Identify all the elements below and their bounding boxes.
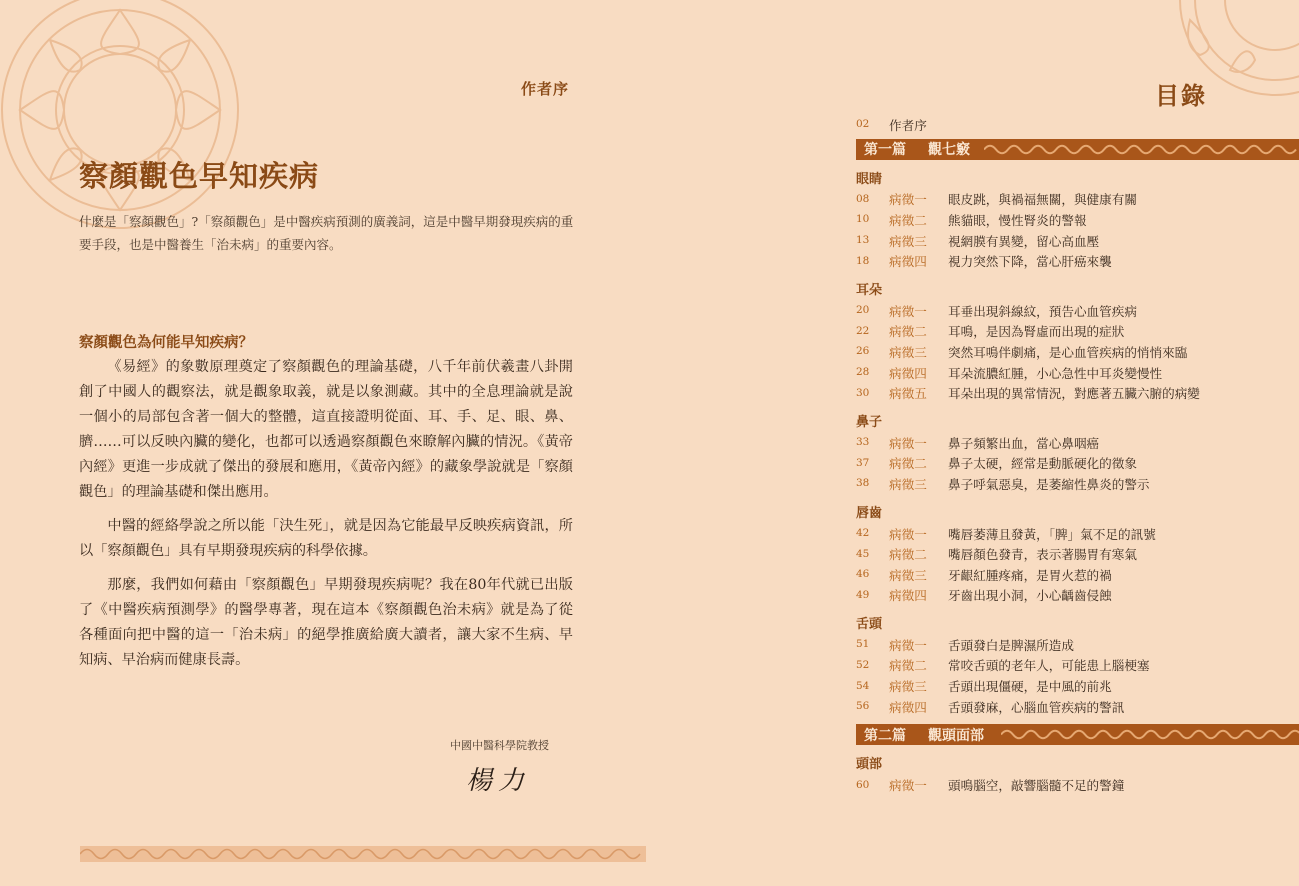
chapter-ornament — [1001, 726, 1299, 743]
page-number: 13 — [856, 234, 870, 247]
symptom-label: 病徵一 — [889, 303, 927, 319]
entry-title: 牙齦紅腫疼痛，是胃火惹的禍 — [948, 567, 1112, 583]
page-number: 60 — [856, 778, 870, 791]
entry-title: 耳朵流膿紅腫，小心急性中耳炎變慢性 — [948, 365, 1163, 381]
entry-title: 耳鳴，是因為腎虛而出現的症狀 — [948, 324, 1125, 340]
preface-page — [0, 0, 649, 886]
chapter-name: 觀七竅 — [928, 142, 970, 159]
entry-title: 視網膜有異變，留心高血壓 — [948, 233, 1100, 249]
toc-entry[interactable] — [856, 634, 1299, 655]
section-heading: 察顏觀色為何能早知疾病？ — [79, 334, 253, 351]
symptom-label: 病徵四 — [889, 699, 927, 715]
page-number: 42 — [856, 527, 870, 540]
entry-title: 突然耳鳴伴劇痛，是心血管疾病的悄悄來臨 — [948, 344, 1188, 360]
page-number: 02 — [856, 118, 870, 131]
page-number: 30 — [856, 386, 870, 399]
section-heading: 眼睛 — [856, 171, 883, 187]
table-of-contents — [856, 114, 1299, 795]
body-text — [79, 355, 573, 682]
page-number: 28 — [856, 366, 870, 379]
entry-title: 頭鳴腦空，敲響腦髓不足的警鐘 — [948, 778, 1125, 794]
page-number: 08 — [856, 192, 870, 205]
toc-entry[interactable] — [856, 432, 1299, 453]
page-number: 22 — [856, 324, 870, 337]
toc-entry[interactable] — [856, 675, 1299, 696]
page-number: 45 — [856, 547, 870, 560]
symptom-label: 病徵三 — [889, 679, 927, 695]
symptom-label: 病徵二 — [889, 658, 927, 674]
symptom-label: 病徵三 — [889, 233, 927, 249]
entry-title: 眼皮跳，與禍福無關，與健康有關 — [948, 192, 1137, 208]
page-number: 46 — [856, 568, 870, 581]
page-number: 54 — [856, 679, 870, 692]
paragraph: 中醫的經絡學說之所以能「決生死」，就是因為它能最早反映疾病資訊，所以「察顏觀色」具有早期發現疾病的科學依據。 — [79, 518, 573, 559]
entry-title: 鼻子呼氣惡臭，是萎縮性鼻炎的警示 — [948, 476, 1150, 492]
symptom-label: 病徵一 — [889, 526, 927, 542]
author-signature: 楊力 — [466, 766, 531, 796]
symptom-label: 病徵一 — [889, 637, 927, 653]
page-number: 52 — [856, 658, 870, 671]
symptom-label: 病徵四 — [889, 365, 927, 381]
ornamental-border — [80, 843, 646, 865]
toc-entry[interactable] — [856, 382, 1299, 403]
entry-title: 舌頭發麻，心腦血管疾病的警訊 — [948, 699, 1125, 715]
toc-entry[interactable] — [856, 230, 1299, 251]
entry-title: 視力突然下降，當心肝癌來襲 — [948, 254, 1112, 270]
toc-entry[interactable] — [856, 341, 1299, 362]
page-number: 10 — [856, 213, 870, 226]
symptom-label: 病徵一 — [889, 192, 927, 208]
symptom-label: 病徵二 — [889, 456, 927, 472]
symptom-label: 病徵三 — [889, 344, 927, 360]
entry-title: 舌頭發白是脾濕所造成 — [948, 637, 1074, 653]
toc-entry[interactable] — [856, 321, 1299, 342]
page-title: 察顏觀色早知疾病 — [79, 159, 320, 193]
page-number: 26 — [856, 345, 870, 358]
entry-title: 鼻子頻繁出血，當心鼻咽癌 — [948, 435, 1100, 451]
toc-page — [649, 0, 1299, 886]
chapter-heading[interactable] — [856, 139, 1299, 160]
page-number: 38 — [856, 477, 870, 490]
entry-title: 作者序 — [889, 117, 927, 133]
section-heading: 耳朵 — [856, 282, 883, 298]
symptom-label: 病徵三 — [889, 567, 927, 583]
page-number: 20 — [856, 304, 870, 317]
entry-title: 嘴唇顏色發青，表示著腸胃有寒氣 — [948, 547, 1137, 563]
entry-title: 熊貓眼，慢性腎炎的警報 — [948, 212, 1087, 228]
page-number: 37 — [856, 456, 870, 469]
entry-title: 耳朵出現的異常情況，對應著五臟六腑的病變 — [948, 386, 1200, 402]
page-number: 51 — [856, 638, 870, 651]
page-number: 56 — [856, 700, 870, 713]
chapter-number: 第一篇 — [864, 142, 906, 159]
entry-title: 嘴唇萎薄且發黃，「脾」氣不足的訊號 — [948, 526, 1156, 542]
running-head: 作者序 — [521, 80, 570, 98]
symptom-label: 病徵二 — [889, 547, 927, 563]
chapter-heading[interactable] — [856, 724, 1299, 745]
section-heading: 舌頭 — [856, 617, 883, 633]
paragraph: 那麼，我們如何藉由「察顏觀色」早期發現疾病呢？我在80年代就已出版了《中醫疾病預測學》的醫學專著，現在這本《察顏觀色治未病》就是為了從各種面向把中醫的這一「治未病」的絕學推廣給廣大讀者，讓大家不生病、早知病、早治病而健康長壽。 — [79, 577, 573, 668]
symptom-label: 病徵五 — [889, 386, 927, 402]
toc-entry[interactable] — [856, 564, 1299, 585]
chapter-ornament — [984, 141, 1299, 158]
chapter-2-sections — [856, 750, 1299, 795]
toc-entry[interactable] — [856, 300, 1299, 321]
toc-entry[interactable] — [856, 189, 1299, 210]
toc-entry[interactable] — [856, 209, 1299, 230]
entry-title: 牙齒出現小洞，小心齲齒侵蝕 — [948, 588, 1112, 604]
toc-entry[interactable] — [856, 774, 1299, 795]
symptom-label: 病徵四 — [889, 254, 927, 270]
symptom-label: 病徵二 — [889, 324, 927, 340]
toc-entry-preface[interactable] — [856, 114, 1299, 135]
toc-entry[interactable] — [856, 543, 1299, 564]
page-number: 33 — [856, 436, 870, 449]
toc-title: 目錄 — [1155, 81, 1207, 110]
symptom-label: 病徵二 — [889, 212, 927, 228]
page-number: 18 — [856, 254, 870, 267]
entry-title: 舌頭出現僵硬，是中風的前兆 — [948, 679, 1112, 695]
section-heading: 頭部 — [856, 757, 883, 773]
entry-title: 鼻子太硬，經常是動脈硬化的徵象 — [948, 456, 1137, 472]
toc-entry[interactable] — [856, 523, 1299, 544]
toc-entry[interactable] — [856, 453, 1299, 474]
toc-entry[interactable] — [856, 655, 1299, 676]
toc-entry[interactable] — [856, 473, 1299, 494]
symptom-label: 病徵一 — [889, 435, 927, 451]
toc-entry[interactable] — [856, 250, 1299, 271]
toc-entry[interactable] — [856, 585, 1299, 606]
chapter-1-sections — [856, 165, 1299, 717]
symptom-label: 病徵一 — [889, 778, 927, 794]
author-title: 中國中醫科學院教授 — [450, 740, 549, 752]
entry-title: 耳垂出現斜線紋，預告心血管疾病 — [948, 303, 1137, 319]
entry-title: 常咬舌頭的老年人，可能患上腦梗塞 — [948, 658, 1150, 674]
paragraph: 《易經》的象數原理奠定了察顏觀色的理論基礎，八千年前伏羲畫八卦開創了中國人的觀察法，就是觀象取義，就是以象測藏。其中的全息理論就是說一個小的局部包含著一個大的整體，這直接證明從面、耳、手、足、眼、鼻、臍……可以反映內臟的變化，也都可以透過察顏觀色來瞭解內臟的情況。《黃帝內經》更進一步成就了傑出的發展和應用，《黃帝內經》的藏象學說就是「察顏觀色」的理論基礎和傑出應用。 — [79, 359, 573, 500]
intro-text: 什麼是「察顏觀色」?「察顏觀色」是中醫疾病預測的廣義詞，這是中醫早期發現疾病的重要手段，也是中醫養生「治未病」的重要內容。 — [79, 214, 574, 252]
symptom-label: 病徵四 — [889, 588, 927, 604]
section-heading: 唇齒 — [856, 505, 883, 521]
toc-entry[interactable] — [856, 362, 1299, 383]
chapter-name: 觀頭面部 — [928, 727, 984, 744]
symptom-label: 病徵三 — [889, 476, 927, 492]
section-heading: 鼻子 — [856, 414, 883, 430]
toc-entry[interactable] — [856, 696, 1299, 717]
page-number: 49 — [856, 588, 870, 601]
chapter-number: 第二篇 — [864, 727, 906, 744]
